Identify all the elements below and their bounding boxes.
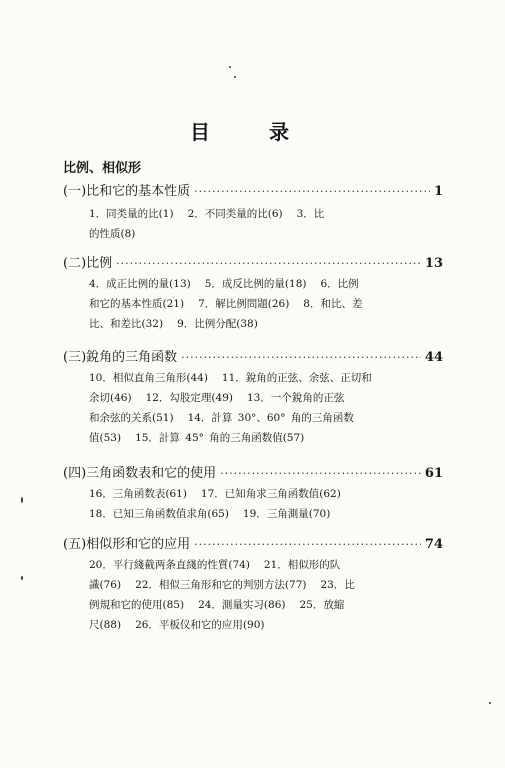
scan-speck [489, 702, 491, 704]
section-entry: 24．測量实习(86) [198, 599, 286, 611]
dot-leader [116, 257, 421, 270]
section-entry: 10．相似直角三角形(44) [89, 372, 208, 384]
dot-leader [194, 185, 430, 198]
section-line [89, 408, 419, 428]
section-entry: 2．不同类量的比(6) [187, 208, 283, 220]
section-entry: 4．成正比例的量(13) [89, 278, 191, 290]
section-entry: 20．平行綫截两条直綫的性質(74) [89, 559, 250, 571]
section-entry: 值(53) [89, 432, 122, 444]
section-entry: 3．比 [296, 208, 325, 220]
section-line [89, 294, 419, 314]
section-line [89, 595, 419, 615]
section-line [89, 204, 419, 224]
chapter-entry [63, 533, 443, 552]
section-list [89, 368, 419, 448]
chapter-page: 44 [424, 350, 443, 365]
chapter-title: (五)相似形和它的应用 [63, 537, 191, 552]
section-line [89, 615, 419, 635]
section-entry: 例規和它的使用(85) [89, 599, 185, 611]
section-entry: 26．平板仪和它的应用(90) [135, 619, 265, 631]
section-line [89, 368, 419, 388]
section-line [89, 504, 419, 524]
chapter-entry [63, 462, 443, 481]
section-entry: 6．比例 [320, 278, 359, 290]
section-entry: 和余弦的关系(51) [89, 412, 174, 424]
section-entry: 尺(88) [89, 619, 122, 631]
section-entry: 13．一个銳角的正弦 [246, 392, 345, 404]
section-list [89, 204, 419, 244]
section-line [89, 224, 419, 244]
section-entry: 5．成反比例的量(18) [204, 278, 307, 290]
dot-leader [181, 351, 421, 364]
section-entry: 16．三角函数表(61) [89, 488, 187, 500]
section-entry: 1．同类量的比(1) [89, 208, 174, 220]
dot-leader [220, 467, 421, 480]
scan-speck [21, 576, 23, 580]
section-line [89, 314, 419, 334]
section-entry: 18．已知三角函数值求角(65) [89, 508, 229, 520]
page-title: 目 录 [190, 120, 315, 144]
section-entry: 9．比例分配(38) [177, 318, 258, 330]
dot-leader [194, 538, 421, 551]
chapter-entry [63, 252, 443, 271]
chapter-title: (四)三角函数表和它的使用 [63, 466, 217, 481]
section-entry: 17．已知角求三角函数值(62) [200, 488, 341, 500]
chapter-page: 13 [424, 256, 443, 271]
section-entry: 19．三角測量(70) [242, 508, 331, 520]
section-line [89, 274, 419, 294]
section-entry: 25．放縮 [299, 599, 345, 611]
section-entry: 8．和比、差 [303, 298, 363, 310]
section-entry: 14．計算 30°、60° 角的三角函数 [187, 412, 354, 424]
section-list [89, 555, 419, 635]
section-entry: 15．計算 45° 角的三角函数值(57) [135, 432, 305, 444]
chapter-entry [63, 180, 443, 199]
section-list [89, 274, 419, 334]
section-line [89, 388, 419, 408]
section-entry: 21．相似形的队 [263, 559, 341, 571]
section-line [89, 575, 419, 595]
chapter-page: 74 [424, 537, 443, 552]
section-entry: 的性质(8) [89, 228, 136, 240]
section-entry: 余切(46) [89, 392, 132, 404]
section-line [89, 555, 419, 575]
scan-speck [234, 76, 236, 78]
chapter-title: (二)比例 [63, 256, 113, 271]
chapter-page: 1 [433, 184, 443, 199]
section-entry: 7．解比例問題(26) [198, 298, 290, 310]
section-line [89, 484, 419, 504]
section-entry: 22．相似三角形和它的判别方法(77) [135, 579, 307, 591]
scan-speck [21, 497, 23, 503]
chapter-title: (一)比和它的基本性质 [63, 184, 191, 199]
section-entry: 12．勾股定理(49) [145, 392, 233, 404]
part-title: 比例、相似形 [63, 161, 142, 176]
section-entry: 和它的基本性质(21) [89, 298, 185, 310]
section-entry: 23．比 [320, 579, 355, 591]
chapter-page: 61 [424, 466, 443, 481]
chapter-entry [63, 346, 443, 365]
scan-speck [229, 66, 231, 68]
section-entry: 識(76) [89, 579, 122, 591]
section-entry: 11．銳角的正弦、余弦、正切和 [221, 372, 372, 384]
section-list [89, 484, 419, 524]
section-line [89, 428, 419, 448]
chapter-title: (三)銳角的三角函数 [63, 350, 178, 365]
section-entry: 比、和差比(32) [89, 318, 164, 330]
